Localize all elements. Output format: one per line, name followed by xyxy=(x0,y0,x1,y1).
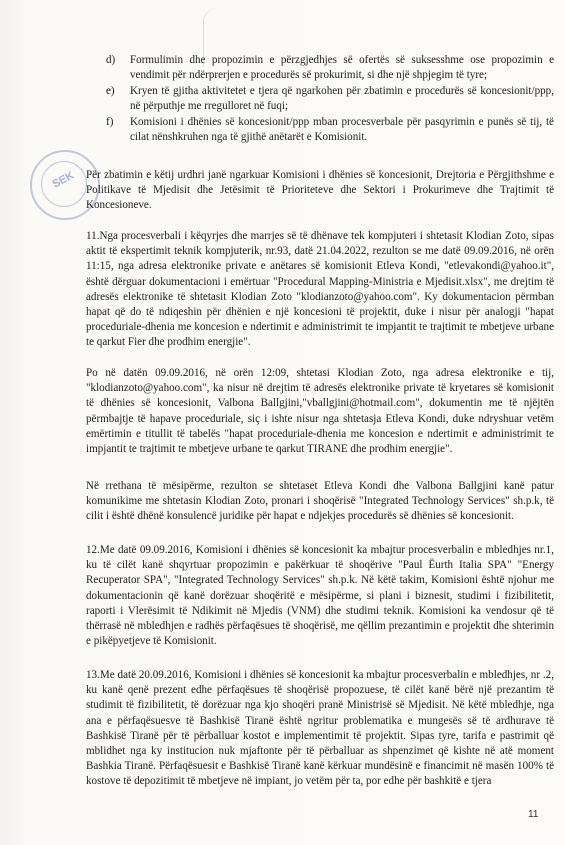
paragraph-13: 13.Me datë 20.09.2016, Komisioni i dhënies së koncesionit ka mbajtur procesverbalin e mbledhjes, nr .2, ku kanë qenë prezent edhe përfaqësues të shoqërisë propozuese, të cilët kanë bërë një prezantim të studimit të fizibilitetit, të dorëzuar nga kjo shoqëri pranë Ministrisë së Mjedisit. Në këtë mbledhje, nga ana e përfaqësuesve të Bashkisë Tiranë është ngritur problematika e mungesës së të ardhurave të Bashkisë Tiranë për të përballuar kostot e implementimit të projektit. Sipas tyre, tarifa e pastrimit që mblidhet nga ky institucion nuk mjaftonte për të përballuar as shpenzimet që kishte në atë moment Bashkia Tiranë. Përfaqësuesit e Bashkisë Tiranë kanë kërkuar mundësinë e financimit në masën 100% të kostove të depozitimit të mbetjeve në impiant, jo vetëm për ta, por edhe për bashkitë e tjera xyxy=(86,669,554,788)
page-number: 11 xyxy=(528,809,539,820)
stamp-text: SEK xyxy=(50,169,77,191)
list-item-text: Kryen të gjitha aktivitetet e tjera që ngarkohen për zbatimin e procedurës së koncesionit/ppp, në përputhje me rregulloret në fuqi; xyxy=(130,84,554,112)
paragraph-same-day: Po në datën 09.09.2016, në orën 12:09, shtetasi Klodian Zoto, nga adresa elektronike e tij, "klodianzoto@yahoo.com", ka nisur në drejtim të adresës elektronike private të kryetares së komisionit të dhënies së koncesionit, Valbona Ballgjini,"vballgjini@hotmail.com", dokumentin me të njëjtën përmbajtje të hapave proceduriale, siç i ishte nisur nga shtetasja Etleva Kondi, duke ndryshuar vetëm emërtimin e titullit të tabelës "hapat proceduriale-dhenia me koncesion e ndertimit e administrimit te impjantit te trajtimit te mbetjeve urbane te qarkut TIRANE dhe prodhim energjie". xyxy=(86,367,554,456)
list-marker: d) xyxy=(106,54,116,66)
paragraph-11: 11.Nga procesverbali i këqyrjes dhe marrjes së të dhënave tek kompjuteri i shtetasit Klodian Zoto, sipas aktit të ekspertimit teknik kompjuterik, nr.93, datë 21.04.2022, rezulton se me datë 09.09.2016, në orën 11:15, nga adresa elektronike private e anëtares së komisionit Etleva Kondi, "etlevakondi@yahoo.it", është dërguar dokumentacioni i emërtuar "Procedural Mapping-Ministria e Mjedisit.xlsx", me drejtim të adresës elektronike të shtetasit Klodian Zoto "klodianzoto@yahoo.com". Ky dokumentacion përmban hapat që do të ndiqeshin për dhënien e një koncesioni të projektit, duke i nisur për analogji "hapat proceduriale-dhenia me koncesion e ndertimit e administrimit te impjantit te trajtimit te mbetjeve urbane te qarkut Fier dhe prodhim energjie". xyxy=(86,230,554,349)
paragraph-circumstances: Në rrethana të mësipërme, rezulton se shtetaset Etleva Kondi dhe Valbona Ballgjini kanë patur komunikime me shtetasin Klodian Zoto, pronari i shoqërisë "Integrated Technology Services" sh.p.k, të cilit i është dhënë konsulencë juridike për hapat e ndjekjes procedurës së dhënies së koncesionit. xyxy=(86,480,554,523)
list-item-text: Formulimin dhe propozimin e përzgjedhjes së ofertës së suksesshme ose propozimin e vendimit për ndërprerjen e procedurës së prokurimit, si dhe një shpjegim të tyre; xyxy=(130,54,554,82)
list-item-text: Komisioni i dhënies së koncesionit/ppp mban procesverbale për pasqyrimin e punës së tij, të cilat nënshkruhen nga të gjithë anëtarët e Komisionit. xyxy=(130,115,554,143)
list-item xyxy=(106,53,554,83)
paragraph-12: 12.Me datë 09.09.2016, Komisioni i dhënies së koncesionit ka mbajtur procesverbalin e mbledhjes nr.1, ku të cilët kanë shqyrtuar propozimin e pakërkuar të shoqërive "Paul Ëurth Italia SPA" "Energy Recuperator SPA", "Integrated Technology Services" sh.p.k. Në këtë takim, Komisioni është njohur me dokumentacionin që kanë dorëzuar shoqëritë e mësipërme, si plani i biznesit, studimi i fizibilitetit, raporti i Vlerësimit të Ndikimit në Mjedis (VNM) dhe studimi teknik. Komisioni ka vendosur që të thërrasë në mbledhjen e radhës përfaqësues të shoqërisë, me qëllim prezantimin e projektit dhe shterimin e pikëpyetjeve të Komisionit. xyxy=(86,544,554,648)
list-marker: f) xyxy=(106,115,114,128)
list-item xyxy=(106,115,554,145)
duties-list xyxy=(106,53,554,145)
list-marker: e) xyxy=(106,84,115,97)
paragraph-implementation: Për zbatimin e këtij urdhri janë ngarkuar Komisioni i dhënies së koncesionit, Drejtoria e Përgjithshme e Politikave të Mjedisit dhe Jetësimit të Prioriteteve dhe Sektori i Prokurimeve dhe Trajtimit të Koncesioneve. xyxy=(86,169,554,212)
list-item xyxy=(106,84,554,114)
